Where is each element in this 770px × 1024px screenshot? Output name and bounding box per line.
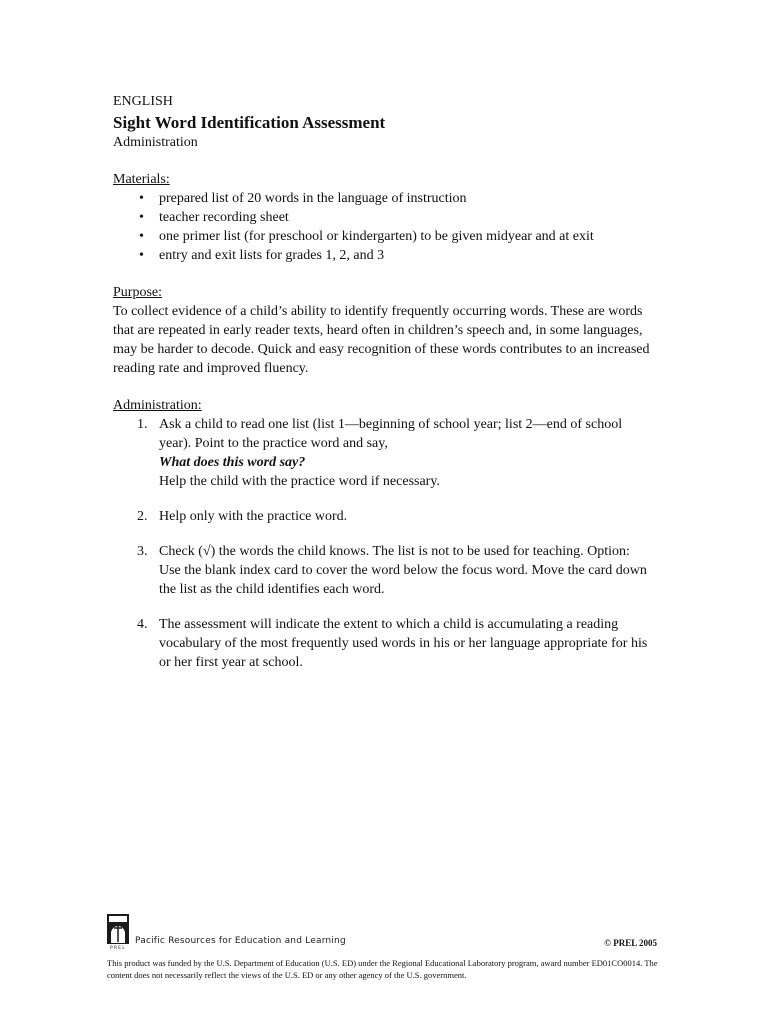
materials-heading: Materials:	[113, 172, 170, 187]
step-item: 2. Help only with the practice word.	[137, 509, 348, 524]
list-item: • teacher recording sheet	[139, 210, 289, 225]
administration-heading: Administration:	[113, 398, 202, 413]
bullet-icon: •	[139, 248, 144, 263]
footer-logo-row	[107, 914, 659, 952]
svg-text:PREL: PREL	[110, 946, 126, 950]
list-item: • one primer list (for preschool or kindergarten) to be given midyear and at exit	[139, 229, 594, 244]
language-label: ENGLISH	[113, 94, 173, 109]
step-item: 1. Ask a child to read one list (list 1—beginning of school year; list 2—end of school year). Point to the practice word and say, What does this word say? Help the child with the practice word if necessary.	[137, 417, 623, 489]
org-name: Pacific Resources for Education and Learning	[135, 936, 346, 946]
step-item: 3. Check (√) the words the child knows. The list is not to be used for teaching. Option: Use the blank index card to cover the word below the focus word. Move the card down the list as the child identifies each word.	[137, 544, 647, 597]
bullet-icon: •	[139, 210, 144, 225]
prel-logo-icon	[107, 914, 129, 950]
bullet-icon: •	[139, 191, 144, 206]
bullet-icon: •	[139, 229, 144, 244]
document-body	[113, 92, 653, 688]
funding-disclaimer: This product was funded by the U.S. Department of Education (U.S. ED) under the Regional Educational Laboratory program, award number ED01CO0014. The content does not necessarily reflect the views of the U.S. ED or any other agency of the U.S. government.	[107, 958, 658, 980]
list-item: • prepared list of 20 words in the language of instruction	[139, 191, 467, 206]
list-item: • entry and exit lists for grades 1, 2, and 3	[139, 248, 385, 263]
page-subtitle: Administration	[113, 135, 198, 150]
administration-steps	[113, 415, 653, 672]
step-item: 4. The assessment will indicate the extent to which a child is accumulating a reading vocabulary of the most frequently used words in his or her language appropriate for his or her first year at school.	[137, 617, 648, 670]
page-title: Sight Word Identification Assessment	[113, 113, 386, 132]
materials-list	[113, 189, 653, 265]
purpose-text: To collect evidence of a child’s ability to identify frequently occurring words. These are words that are repeated in early reader texts, heard often in children’s speech and, in some languages, may be harder to decode. Quick and easy recognition of these words contributes to an increased reading rate and improved fluency.	[113, 304, 650, 376]
copyright-notice: © PREL 2005	[604, 938, 657, 948]
purpose-heading: Purpose:	[113, 285, 162, 300]
page-footer	[107, 914, 659, 981]
prompt-question: What does this word say?	[159, 455, 306, 470]
